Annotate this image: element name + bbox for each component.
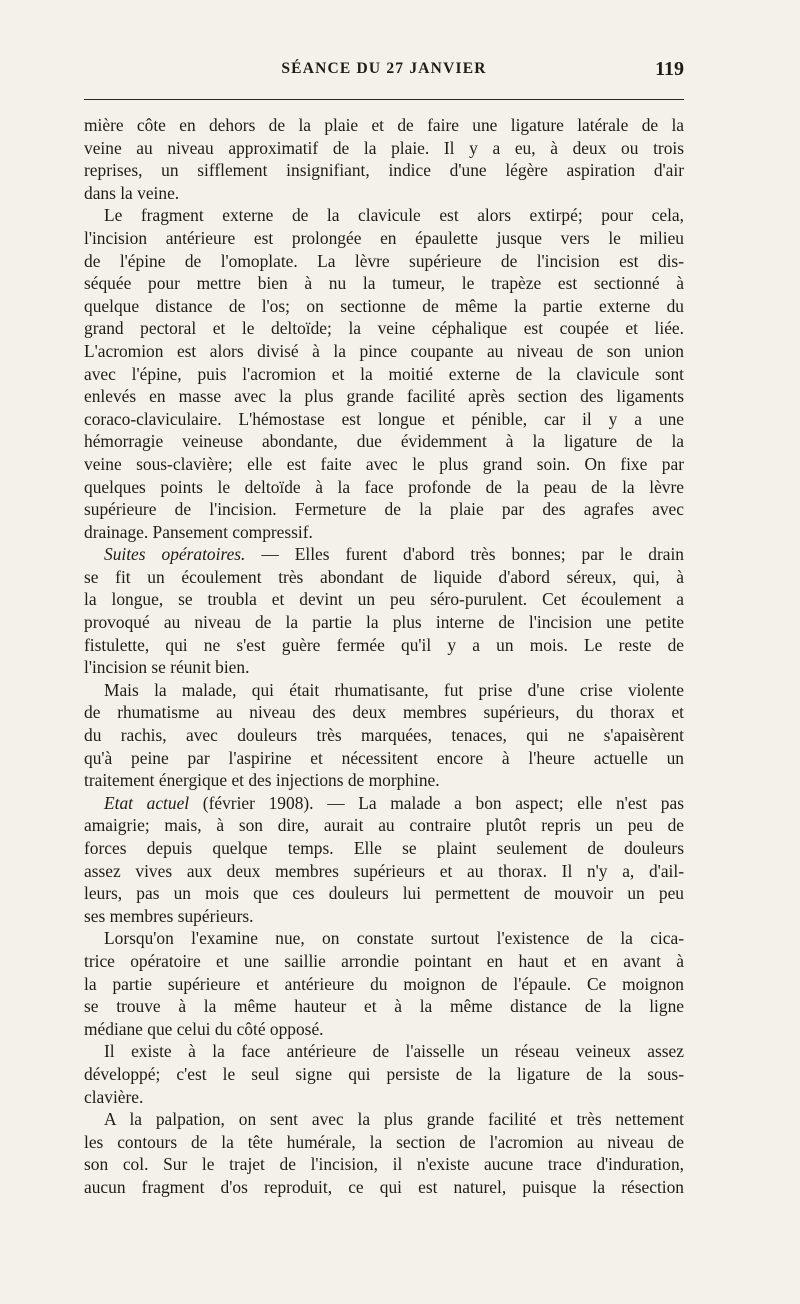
text-line: quelques points le deltoïde à la face profonde de la peau de la lèvre: [84, 476, 684, 497]
text-line: veine sous-clavière; elle est faite avec le plus grand soin. On fixe par: [84, 453, 684, 474]
text-fragment: — Elles furent d'abord très bonnes; par le drain: [245, 544, 684, 565]
text-line: enlevés en masse avec la plus grande facilité après section des ligaments: [84, 386, 684, 407]
text-line: supérieure de l'incision. Fermeture de la plaie par des agrafes avec: [84, 499, 684, 520]
text-line: du rachis, avec douleurs très marquées, tenaces, qui ne s'apaisèrent: [84, 725, 684, 746]
text-line: L'acromion est alors divisé à la pince coupante au niveau de son union: [84, 340, 684, 361]
text-line: l'incision antérieure est prolongée en épaulette jusque vers le milieu: [84, 227, 684, 248]
text-line: séquée pour mettre bien à nu la tumeur, le trapèze est sectionné à: [84, 273, 684, 294]
text-line: son col. Sur le trajet de l'incision, il n'existe aucune trace d'induration,: [84, 1154, 684, 1175]
text-line: se fit un écoulement très abondant de liquide d'abord séreux, qui, à: [84, 566, 684, 587]
text-line: veine au niveau approximatif de la plaie. Il y a eu, à deux ou trois: [84, 137, 684, 158]
text-line: la longue, se troubla et devint un peu séro-purulent. Cet écoulement a: [84, 589, 684, 610]
text-line: A la palpation, on sent avec la plus grande facilité et très nettement: [104, 1109, 684, 1130]
text-line: se trouve à la même hauteur et à la même distance de la ligne: [84, 996, 684, 1017]
text-line: hémorragie veineuse abondante, due évidemment à la ligature de la: [84, 431, 684, 452]
body-text: [84, 114, 684, 1199]
text-line: médiane que celui du côté opposé.: [84, 1018, 324, 1039]
text-line: Lorsqu'on l'examine nue, on constate surtout l'existence de la cica-: [104, 928, 684, 949]
text-line: [84, 543, 684, 566]
text-line: Mais la malade, qui était rhumatisante, fut prise d'une crise violente: [104, 679, 684, 700]
page-number: 119: [655, 58, 684, 80]
text-line: l'incision se réunit bien.: [84, 657, 250, 678]
text-line: provoqué au niveau de la partie la plus interne de l'incision une petite: [84, 612, 684, 633]
text-line: fistulette, qui ne s'est guère fermée qu'il y a un mois. Le reste de: [84, 634, 684, 655]
text-line: développé; c'est le seul signe qui persiste de la ligature de la sous-: [84, 1063, 684, 1084]
header-rule: [84, 99, 684, 100]
text-line: assez vives aux deux membres supérieurs et au thorax. Il n'y a, d'ail-: [84, 860, 684, 881]
text-line: dans la veine.: [84, 182, 180, 203]
text-line: de l'épine de l'omoplate. La lèvre supérieure de l'incision est dis-: [84, 250, 684, 271]
text-line: clavière.: [84, 1086, 144, 1107]
text-line: grand pectoral et le deltoïde; la veine céphalique est coupée et liée.: [84, 318, 684, 339]
text-line: reprises, un sifflement insignifiant, indice d'une légère aspiration d'air: [84, 160, 684, 181]
text-line: forces depuis quelque temps. Elle se plaint seulement de douleurs: [84, 838, 684, 858]
text-line: leurs, pas un mois que ces douleurs lui permettent de mouvoir un peu: [84, 883, 684, 904]
text-line: coraco-claviculaire. L'hémostase est longue et pénible, car il y a une: [84, 408, 684, 429]
section-lead: Suites opératoires.: [104, 544, 246, 565]
page-header: [84, 58, 684, 86]
text-line: traitement énergique et des injections de morphine.: [84, 770, 440, 791]
text-line: Il existe à la face antérieure de l'aisselle un réseau veineux assez: [104, 1041, 684, 1062]
text-line: Le fragment externe de la clavicule est alors extirpé; pour cela,: [104, 205, 684, 226]
text-line: la partie supérieure et antérieure du moignon de l'épaule. Ce moignon: [84, 973, 684, 994]
text-line: qu'à peine par l'aspirine et nécessitent encore à l'heure actuelle un: [84, 747, 684, 768]
text-line: ses membres supérieurs.: [84, 905, 254, 926]
text-line: de rhumatisme au niveau des deux membres supérieurs, du thorax et: [84, 702, 684, 723]
text-line: mière côte en dehors de la plaie et de faire une ligature latérale de la: [84, 115, 684, 135]
text-line: aucun fragment d'os reproduit, ce qui est naturel, puisque la résection: [84, 1176, 684, 1197]
running-title: SÉANCE DU 27 JANVIER: [281, 60, 487, 77]
text-line: quelque distance de l'os; on sectionne de même la partie externe du: [84, 295, 684, 316]
text-line: avec l'épine, puis l'acromion et la moitié externe de la clavicule sont: [84, 363, 684, 384]
text-fragment: (février 1908). — La malade a bon aspect; elle n'est pas: [189, 792, 684, 813]
section-lead: Etat actuel: [104, 792, 190, 813]
text-line: trice opératoire et une saillie arrondie pointant en haut et en avant à: [84, 950, 684, 971]
text-line: drainage. Pansement compressif.: [84, 521, 313, 542]
text-line: [84, 792, 684, 815]
text-line: amaigrie; mais, à son dire, aurait au contraire plutôt repris un peu de: [84, 815, 684, 836]
text-line: les contours de la tête humérale, la section de l'acromion au niveau de: [84, 1131, 684, 1152]
